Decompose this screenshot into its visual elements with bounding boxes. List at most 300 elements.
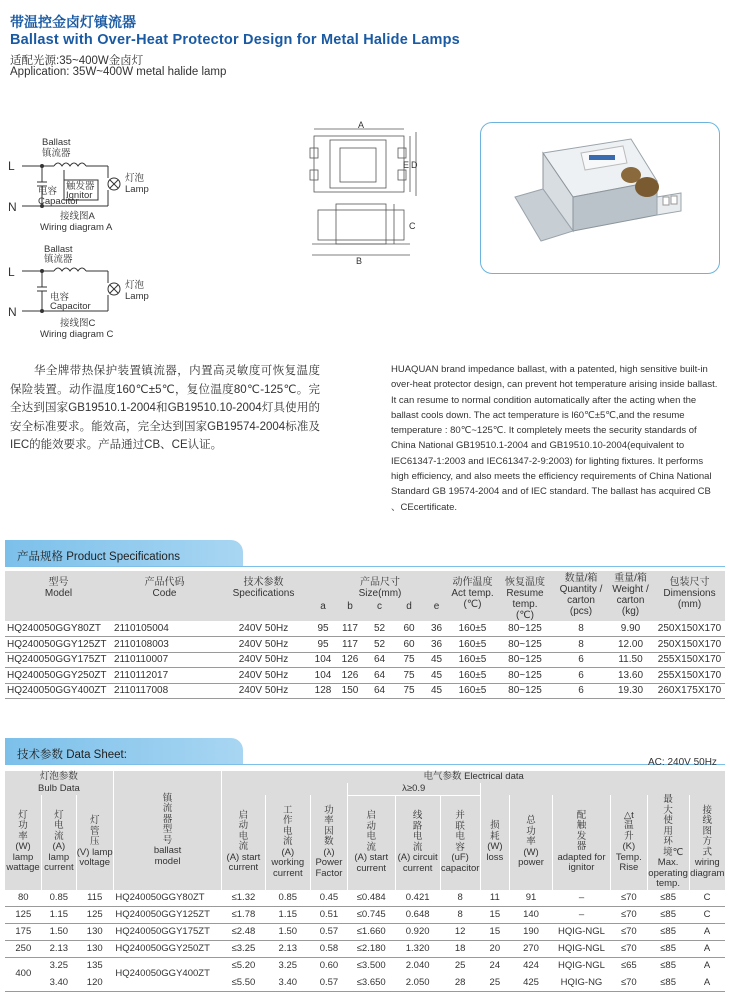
data-cell-start: ≤5.20 (231, 960, 256, 971)
line-l-label: L (8, 159, 15, 173)
capacitor-en: (uF) capacitor (440, 852, 480, 874)
col-total-power (510, 795, 553, 890)
spec-cell-model: HQ240050GGY400ZT (5, 683, 112, 699)
table-row (5, 890, 725, 907)
spec-cell-act: 160±5 (450, 652, 495, 668)
table-row (5, 924, 725, 941)
product-specs-table (5, 571, 725, 699)
col-weight-cn: 重量/箱 (614, 573, 647, 584)
table-row (5, 668, 725, 684)
spec-cell-d: 60 (395, 621, 423, 637)
capacitor-label-en: Capacitor (38, 196, 79, 207)
data-sheet-header-row-1 (5, 771, 725, 783)
spec-cell-a: 104 (310, 668, 336, 684)
data-cell-rise: ≤70 (610, 907, 647, 924)
spec-cell-qty: 8 (555, 621, 607, 637)
loss-en: (W) loss (486, 841, 504, 863)
data-cell-rise: ≤70 (610, 975, 647, 992)
col-weight-en1: Weight / (612, 584, 649, 595)
line-n-label: N (8, 305, 17, 319)
col-qty-en2: carton (567, 595, 595, 606)
circuit-current-cn: 线路电流 (412, 810, 423, 853)
data-cell-loss: 20 (480, 941, 509, 958)
spec-cell-e: 45 (423, 668, 450, 684)
description-en: HUAQUAN brand impedance ballast, with a patented, high sensitive built-in over-heat protector design, can prevent hot temperature arising inside ballast. It can resume to normal condition automatically after the acting when the ballast cools down. The act temperature is l60℃±5℃,and the resume temperature : 80℃~125℃. It completely meets the security standards of China National GB19510.1-2004 and GB19510.10-2004(equivalent to IEC61347-1:2003 and IEC61347-2-9:2003) for lighting fixtures. It performs high efficiency, and also meets the efficiency requirements of China National Standard GB 19574-2004 and of IEC standard. The ballast has acquired CB 、CEcertificate. (391, 364, 718, 513)
lamp-label-en: Lamp (125, 291, 149, 302)
data-cell-rise: ≤65 (620, 960, 637, 971)
diagram-a-caption-en: Wiring diagram A (40, 222, 113, 233)
table-row (5, 683, 725, 699)
data-cell-wiring: A (689, 941, 725, 958)
electrical-data-title: 电气参数 Electrical data (423, 770, 524, 782)
col-resume-temp (495, 571, 555, 621)
col-resume-en: Resume temp. (506, 588, 544, 610)
col-pack-unit: (mm) (677, 599, 702, 610)
application-cn: 适配光源:35~400W金卤灯 (10, 55, 144, 67)
col-max-temp (647, 795, 689, 890)
table-row (5, 621, 725, 637)
start-current-en: (A) start current (226, 851, 261, 874)
col-ignitor (552, 795, 610, 890)
max-temp-en: Max. operating temp. (648, 857, 688, 889)
dim-d-label: D (411, 160, 418, 170)
col-lamp-wattage (5, 795, 42, 890)
data-cell-circuit: 2.040 (405, 960, 430, 971)
data-cell-power: 91 (510, 890, 553, 907)
col-act-en: Act temp. (451, 588, 494, 599)
data-sheet-table (5, 771, 725, 992)
table-row (5, 941, 725, 958)
start-current-2-en: (A) start current (354, 852, 389, 874)
data-sheet-header-row-2 (5, 783, 725, 795)
spec-cell-d: 75 (395, 652, 423, 668)
data-cell-start: ≤1.32 (222, 890, 265, 907)
data-cell-i: 1.50 (42, 924, 76, 941)
col-qty-en1: Quantity / (559, 584, 603, 595)
spec-cell-pack: 255X150X170 (654, 668, 725, 684)
data-cell-wiring: C (689, 907, 725, 924)
ballast-label-cn: 镇流器 (44, 254, 73, 265)
data-cell-ignitor: – (552, 907, 610, 924)
col-model (5, 571, 112, 621)
data-cell-work: 0.85 (265, 890, 310, 907)
product-photo (480, 122, 720, 274)
spec-cell-code: 2110117008 (112, 683, 217, 699)
temp-rise-cn: △t温升 (623, 809, 634, 842)
start-current-cn: 启动电流 (238, 809, 249, 853)
diagram-a-caption-cn: 接线图A (60, 211, 95, 222)
col-act-cn: 动作温度 (452, 577, 493, 588)
spec-cell-qty: 6 (555, 668, 607, 684)
col-weight-en2: carton (616, 595, 645, 606)
working-current-cn: 工作电流 (283, 804, 293, 847)
data-cell-pf: 0.51 (311, 907, 348, 924)
col-start-current-2 (347, 795, 395, 890)
data-cell-start: ≤3.25 (222, 941, 265, 958)
spec-cell-b: 126 (336, 652, 364, 668)
data-sheet-title: 技术参数 Data Sheet: (17, 749, 127, 761)
col-qty-cn: 数量/箱 (564, 573, 598, 584)
lamp-current-cn: 灯电流 (54, 809, 64, 842)
data-cell-start2: ≤1.660 (347, 924, 395, 941)
loss-cn: 损耗 (490, 820, 500, 842)
data-cell-model: HQ240050GGY400ZT (113, 958, 221, 992)
data-cell-ignitor: – (552, 890, 610, 907)
col-temp-rise (610, 795, 647, 890)
electrical-blank (222, 783, 348, 795)
data-cell-v: 135 (86, 960, 103, 971)
start-current-2-cn: 启动电流 (366, 810, 376, 853)
data-cell-loss: 11 (480, 890, 509, 907)
spec-cell-pack: 250X150X170 (654, 637, 725, 653)
col-size-en: Size(mm) (358, 588, 402, 599)
data-cell-v: 130 (76, 941, 113, 958)
working-current-en: (A) working current (271, 846, 305, 879)
line-n-label: N (8, 200, 17, 214)
data-cell-circuit: 0.648 (395, 907, 440, 924)
spec-cell-c: 64 (364, 683, 395, 699)
data-cell-start2: ≤3.650 (347, 975, 395, 992)
line-l-label: L (8, 265, 15, 279)
table-row (5, 975, 725, 992)
capacitor-label-en: Capacitor (50, 301, 91, 312)
power-factor-en: (λ) Power Factor (315, 846, 343, 879)
bulb-data-cn: 灯泡参数 (39, 770, 78, 782)
spec-cell-spec: 240V 50Hz (217, 668, 310, 684)
spec-cell-d: 60 (395, 637, 423, 653)
data-cell-i: 2.13 (42, 941, 76, 958)
data-cell-cap: 12 (440, 924, 480, 941)
data-cell-wiring: A (689, 924, 725, 941)
application-en: Application: 35W~400W metal halide lamp (10, 66, 227, 78)
ballast-model-header (113, 771, 221, 890)
spec-cell-resume: 80~125 (495, 621, 555, 637)
col-size (310, 571, 450, 621)
data-cell-power: 270 (510, 941, 553, 958)
data-cell-start2: ≤3.500 (356, 960, 386, 971)
col-resume-cn: 恢复温度 (505, 577, 545, 588)
data-cell-cap: 8 (440, 907, 480, 924)
data-cell-env: ≤85 (647, 890, 689, 907)
ignitor-cn: 配触发器 (576, 809, 587, 853)
col-lamp-voltage (76, 795, 113, 890)
spec-cell-act: 160±5 (450, 621, 495, 637)
spec-cell-code: 2110110007 (112, 652, 217, 668)
col-quantity (555, 571, 607, 621)
spec-cell-weight: 9.90 (607, 621, 654, 637)
max-temp-cn: 最大使用环境℃ (663, 794, 684, 858)
col-circuit-current (395, 795, 440, 890)
data-cell-ignitor: HQIG-NGL (552, 941, 610, 958)
data-cell-circuit: 0.421 (395, 890, 440, 907)
data-cell-cap: 18 (440, 941, 480, 958)
power-factor-cn: 功率因数 (324, 804, 334, 847)
dim-b-label: B (356, 256, 363, 266)
spec-cell-act: 160±5 (450, 668, 495, 684)
lamp-wattage-cn: 灯功率 (18, 809, 28, 842)
data-cell-power: 190 (510, 924, 553, 941)
wiring-en: wiring diagram (690, 857, 725, 879)
spec-cell-act: 160±5 (450, 637, 495, 653)
spec-cell-a: 95 (310, 637, 336, 653)
data-cell-start2: ≤2.180 (347, 941, 395, 958)
data-cell-v: 120 (76, 975, 113, 992)
data-cell-v: 130 (76, 924, 113, 941)
data-cell-start: ≤5.50 (222, 975, 265, 992)
data-cell-rise: ≤70 (610, 890, 647, 907)
data-cell-pf: 0.57 (311, 975, 348, 992)
bulb-data-en-header (5, 783, 113, 795)
data-cell-v: 115 (76, 890, 113, 907)
spec-cell-e: 45 (423, 683, 450, 699)
spec-cell-qty: 6 (555, 652, 607, 668)
data-cell-model: HQ240050GGY125ZT (113, 907, 221, 924)
spec-cell-d: 75 (395, 683, 423, 699)
product-specs-title: 产品规格 Product Specifications (17, 551, 180, 563)
col-working-current (265, 795, 310, 890)
spec-cell-qty: 8 (555, 637, 607, 653)
spec-cell-weight: 13.60 (607, 668, 654, 684)
spec-cell-spec: 240V 50Hz (217, 683, 310, 699)
spec-cell-weight: 11.50 (607, 652, 654, 668)
spec-cell-a: 104 (310, 652, 336, 668)
table-row (5, 958, 725, 975)
dimension-drawing (300, 118, 430, 268)
data-cell-env: ≤85 (647, 941, 689, 958)
lamp-voltage-cn: 灯管压 (89, 815, 100, 847)
data-cell-cap: 25 (454, 960, 466, 971)
data-cell-work: 1.50 (265, 924, 310, 941)
spec-cell-b: 126 (336, 668, 364, 684)
lambda-label: λ≥0.9 (402, 782, 426, 794)
lamp-label-cn: 灯泡 (125, 173, 145, 184)
ballast-model-cn: 镇流器型号 (162, 792, 173, 846)
spec-cell-c: 52 (364, 637, 395, 653)
col-spec-cn: 技术参数 (243, 577, 284, 588)
data-cell-wiring: A (689, 975, 725, 992)
dimension-drawing-lines (300, 118, 430, 268)
bulb-data-en: Bulb Data (38, 782, 80, 794)
table-row (5, 907, 725, 924)
data-cell-i: 1.15 (42, 907, 76, 924)
data-cell-w: 175 (5, 924, 42, 941)
data-cell-loss: 24 (489, 960, 501, 971)
col-act-unit: (℃) (463, 599, 482, 610)
data-cell-model: HQ240050GGY175ZT (113, 924, 221, 941)
col-weight-unit: (kg) (621, 606, 640, 617)
ballast-model-en: ballast model (153, 845, 182, 867)
spec-cell-e: 36 (423, 637, 450, 653)
spec-cell-b: 117 (336, 637, 364, 653)
col-capacitor (440, 795, 480, 890)
data-cell-pf: 0.60 (319, 960, 339, 971)
data-cell-i: 0.85 (42, 890, 76, 907)
capacitor-cn: 并联电容 (455, 810, 465, 853)
description-cn: 华全牌带热保护装置镇流器，内置高灵敏度可恢复温度保险装置。动作温度160℃±5℃，复位温度80℃-125℃。完全达到国家GB19510.1-2004和GB19510.10-2004灯具使用的安全标准要求。能效高，完全达到国家GB19574-2004标准及IEC的能效要求。产品通过CB、CE认证。 (10, 365, 320, 451)
data-cell-v: 125 (76, 907, 113, 924)
ballast-label-en: Ballast (44, 244, 73, 255)
spec-cell-c: 64 (364, 652, 395, 668)
spec-cell-e: 36 (423, 621, 450, 637)
col-wiring (689, 795, 725, 890)
data-cell-work: 1.15 (265, 907, 310, 924)
electrical-data-header (222, 771, 725, 783)
data-cell-loss: 15 (480, 907, 509, 924)
spec-cell-b: 150 (336, 683, 364, 699)
data-cell-i: 3.25 (49, 960, 69, 971)
data-cell-w: 400 (5, 958, 42, 992)
data-cell-start: ≤2.48 (222, 924, 265, 941)
data-cell-pf: 0.58 (311, 941, 348, 958)
col-weight (607, 571, 654, 621)
col-spec (217, 571, 310, 621)
data-cell-circuit: 0.920 (395, 924, 440, 941)
ignitor-label-en: Ignitor (66, 190, 93, 201)
table-row (5, 637, 725, 653)
col-pack (654, 571, 725, 621)
ignitor-en: adapted for ignitor (557, 851, 606, 874)
lamp-wattage-en: (W) lamp wattage (6, 841, 40, 874)
bulb-data-header (5, 771, 113, 783)
data-cell-ignitor: HQIG-NGL (552, 924, 610, 941)
lamp-current-en: (A) lamp current (44, 841, 74, 874)
spec-cell-resume: 80~125 (495, 637, 555, 653)
data-sheet-divider (5, 764, 725, 765)
data-cell-start2: ≤0.745 (347, 907, 395, 924)
data-cell-circuit: 2.050 (395, 975, 440, 992)
dim-a-label: A (358, 120, 365, 130)
col-model-en: Model (44, 588, 73, 599)
data-cell-env: ≤85 (647, 924, 689, 941)
diagram-c-caption-cn: 接线图C (60, 318, 96, 329)
lamp-label-en: Lamp (125, 184, 149, 195)
col-lamp-current (42, 795, 76, 890)
dim-c-label: C (409, 221, 416, 231)
spec-cell-spec: 240V 50Hz (217, 652, 310, 668)
data-cell-power: 425 (510, 975, 553, 992)
data-cell-start: ≤1.78 (222, 907, 265, 924)
circuit-current-en: (A) circuit current (397, 852, 438, 874)
data-cell-i: 3.40 (42, 975, 76, 992)
data-cell-env: ≤85 (647, 907, 689, 924)
col-pack-en: Dimensions (663, 588, 716, 599)
data-cell-loss: 15 (480, 924, 509, 941)
spec-cell-resume: 80~125 (495, 668, 555, 684)
dim-e-label: E (403, 160, 410, 170)
spec-cell-model: HQ240050GGY80ZT (5, 621, 112, 637)
total-power-en: (W) power (518, 846, 544, 868)
col-code (112, 571, 217, 621)
data-cell-pf: 0.45 (311, 890, 348, 907)
col-size-d: d (406, 601, 412, 612)
data-cell-rise: ≤70 (610, 941, 647, 958)
data-cell-cap: 8 (440, 890, 480, 907)
col-size-b: b (347, 601, 353, 612)
col-size-c: c (377, 601, 382, 612)
data-cell-w: 250 (5, 941, 42, 958)
col-size-e: e (433, 601, 440, 612)
lamp-voltage-en: (V) lamp voltage (76, 846, 113, 868)
col-pack-cn: 包装尺寸 (669, 577, 710, 588)
data-cell-power: 424 (523, 960, 539, 971)
spec-cell-code: 2110112017 (112, 668, 217, 684)
data-cell-ignitor: HQIG-NG (552, 975, 610, 992)
temp-rise-en: (K) Temp. Rise (615, 841, 642, 874)
spec-cell-spec: 240V 50Hz (217, 621, 310, 637)
data-cell-power: 140 (510, 907, 553, 924)
data-sheet-header (5, 738, 243, 764)
data-cell-circuit: 1.320 (395, 941, 440, 958)
data-cell-work: 2.13 (265, 941, 310, 958)
data-cell-w: 80 (5, 890, 42, 907)
data-cell-env: ≤85 (647, 975, 689, 992)
title-cn: 带温控金卤灯镇流器 (10, 14, 136, 30)
ac-rating: AC: 240V 50Hz (648, 757, 717, 768)
spec-cell-code: 2110105004 (112, 621, 217, 637)
spec-cell-c: 64 (364, 668, 395, 684)
wiring-cn: 接线图方式 (702, 804, 712, 858)
data-cell-env: ≤85 (660, 960, 676, 971)
spec-cell-model: HQ240050GGY125ZT (5, 637, 112, 653)
product-specs-header-row (5, 571, 725, 621)
col-qty-unit: (pcs) (569, 606, 593, 617)
ballast-label-en: Ballast (42, 137, 71, 148)
spec-cell-model: HQ240050GGY175ZT (5, 652, 112, 668)
spec-cell-pack: 250X150X170 (654, 621, 725, 637)
spec-cell-a: 128 (310, 683, 336, 699)
data-cell-work: 3.25 (278, 960, 298, 971)
wiring-diagram-c (8, 241, 178, 341)
ballast-label-cn: 镇流器 (42, 148, 71, 159)
spec-cell-a: 95 (310, 621, 336, 637)
data-cell-rise: ≤70 (610, 924, 647, 941)
ballast-photo-illustration (481, 123, 720, 274)
spec-cell-c: 52 (364, 621, 395, 637)
lambda-header (347, 783, 480, 795)
spec-cell-resume: 80~125 (495, 652, 555, 668)
data-cell-w: 125 (5, 907, 42, 924)
lamp-label-cn: 灯泡 (125, 280, 145, 291)
wiring-diagram-a (8, 132, 178, 232)
spec-cell-qty: 6 (555, 683, 607, 699)
col-start-current (222, 795, 265, 890)
spec-cell-resume: 80~125 (495, 683, 555, 699)
col-code-cn: 产品代码 (144, 577, 185, 588)
data-cell-model: HQ240050GGY80ZT (113, 890, 221, 907)
capacitor-label-cn: 电容 (38, 186, 58, 197)
col-size-cn: 产品尺寸 (360, 577, 400, 588)
data-cell-wiring: A (703, 960, 711, 971)
spec-cell-e: 45 (423, 652, 450, 668)
col-model-cn: 型号 (48, 577, 69, 588)
col-act-temp (450, 571, 495, 621)
capacitor-label-cn: 电容 (50, 292, 70, 303)
col-size-a: a (320, 601, 326, 612)
diagram-c-caption-en: Wiring diagram C (40, 329, 114, 340)
data-sheet-header-row-3 (5, 795, 725, 890)
spec-cell-weight: 19.30 (607, 683, 654, 699)
ignitor-label-cn: 触发器 (66, 181, 95, 192)
col-power-factor (311, 795, 348, 890)
product-specs-divider (5, 566, 725, 567)
spec-cell-pack: 260X175X170 (654, 683, 725, 699)
spec-cell-spec: 240V 50Hz (217, 637, 310, 653)
data-cell-wiring: C (689, 890, 725, 907)
spec-cell-weight: 12.00 (607, 637, 654, 653)
spec-cell-d: 75 (395, 668, 423, 684)
col-resume-unit: (℃) (516, 610, 534, 621)
title-en: Ballast with Over-Heat Protector Design for Metal Halide Lamps (10, 32, 460, 48)
